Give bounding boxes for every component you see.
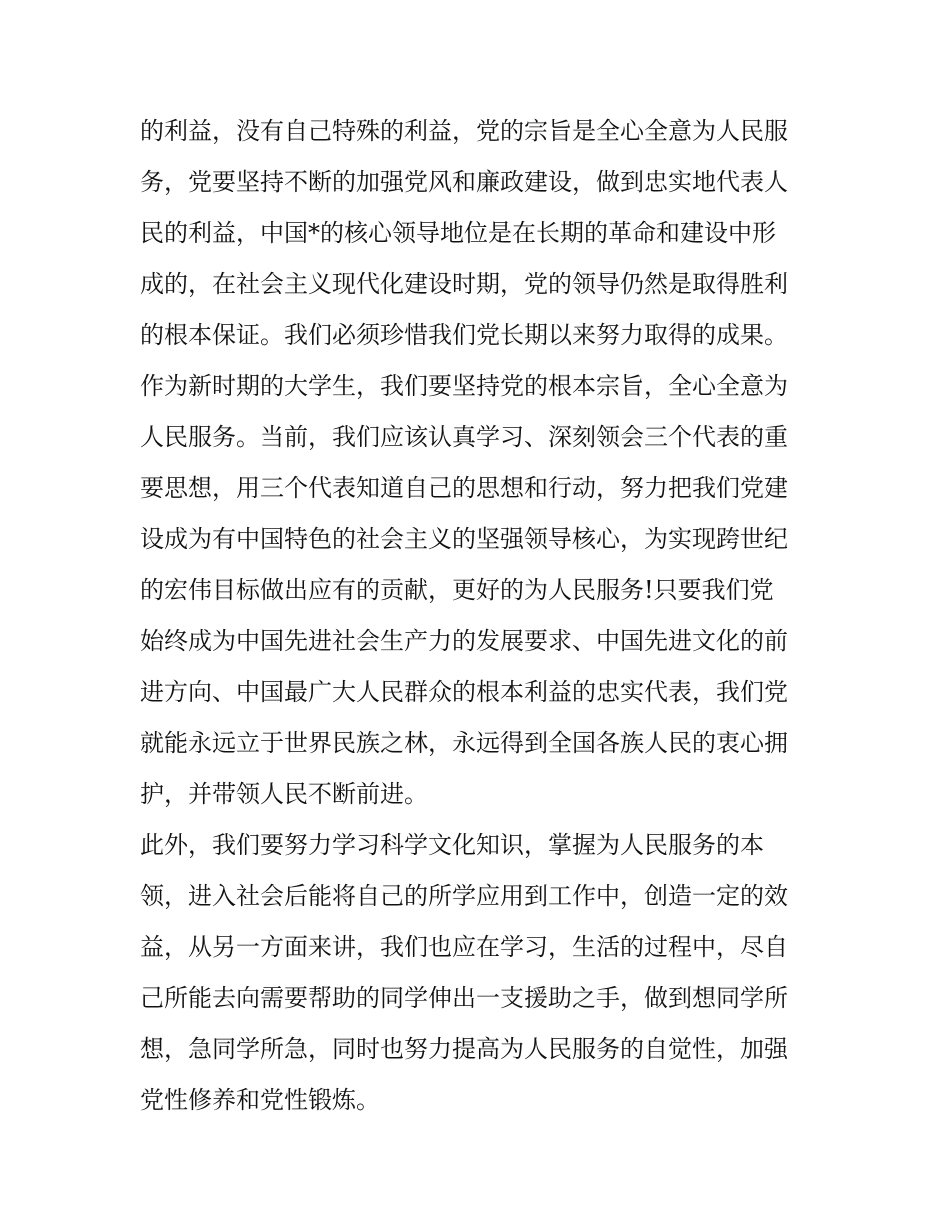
text-line: 人民服务。当前，我们应该认真学习、深刻领会三个代表的重: [140, 423, 788, 451]
text-line: 益，从另一方面来讲，我们也应在学习，生活的过程中，尽自: [140, 933, 788, 961]
text-line: 始终成为中国先进社会生产力的发展要求、中国先进文化的前: [140, 627, 788, 655]
text-line: 设成为有中国特色的社会主义的坚强领导核心，为实现跨世纪: [140, 525, 788, 553]
text-line: 民的利益，中国*的核心领导地位是在长期的革命和建设中形: [140, 219, 776, 247]
text-line: 要思想，用三个代表知道自己的思想和行动，努力把我们党建: [140, 474, 788, 502]
text-line: 护，并带领人民不断前进。: [140, 780, 428, 808]
text-line: 的根本保证。我们必须珍惜我们党长期以来努力取得的成果。: [140, 321, 788, 349]
text-line: 己所能去向需要帮助的同学伸出一支援助之手，做到想同学所: [140, 984, 788, 1012]
text-line: 的宏伟目标做出应有的贡献，更好的为人民服务!只要我们党: [140, 576, 774, 604]
text-line: 的利益，没有自己特殊的利益，党的宗旨是全心全意为人民服: [140, 117, 788, 145]
text-line: 想，急同学所急，同时也努力提高为人民服务的自觉性，加强: [140, 1035, 788, 1063]
text-line: 此外，我们要努力学习科学文化知识，掌握为人民服务的本: [140, 831, 764, 859]
text-line: 成的，在社会主义现代化建设时期，党的领导仍然是取得胜利: [140, 270, 788, 298]
text-line: 就能永远立于世界民族之林，永远得到全国各族人民的衷心拥: [140, 729, 788, 757]
text-line: 作为新时期的大学生，我们要坚持党的根本宗旨，全心全意为: [140, 372, 788, 400]
body-text: [140, 106, 830, 1126]
text-line: 领，进入社会后能将自己的所学应用到工作中，创造一定的效: [140, 882, 788, 910]
text-line: 务，党要坚持不断的加强党风和廉政建设，做到忠实地代表人: [140, 168, 788, 196]
text-line: 进方向、中国最广大人民群众的根本利益的忠实代表，我们党: [140, 678, 788, 706]
text-line: 党性修养和党性锻炼。: [140, 1086, 380, 1114]
